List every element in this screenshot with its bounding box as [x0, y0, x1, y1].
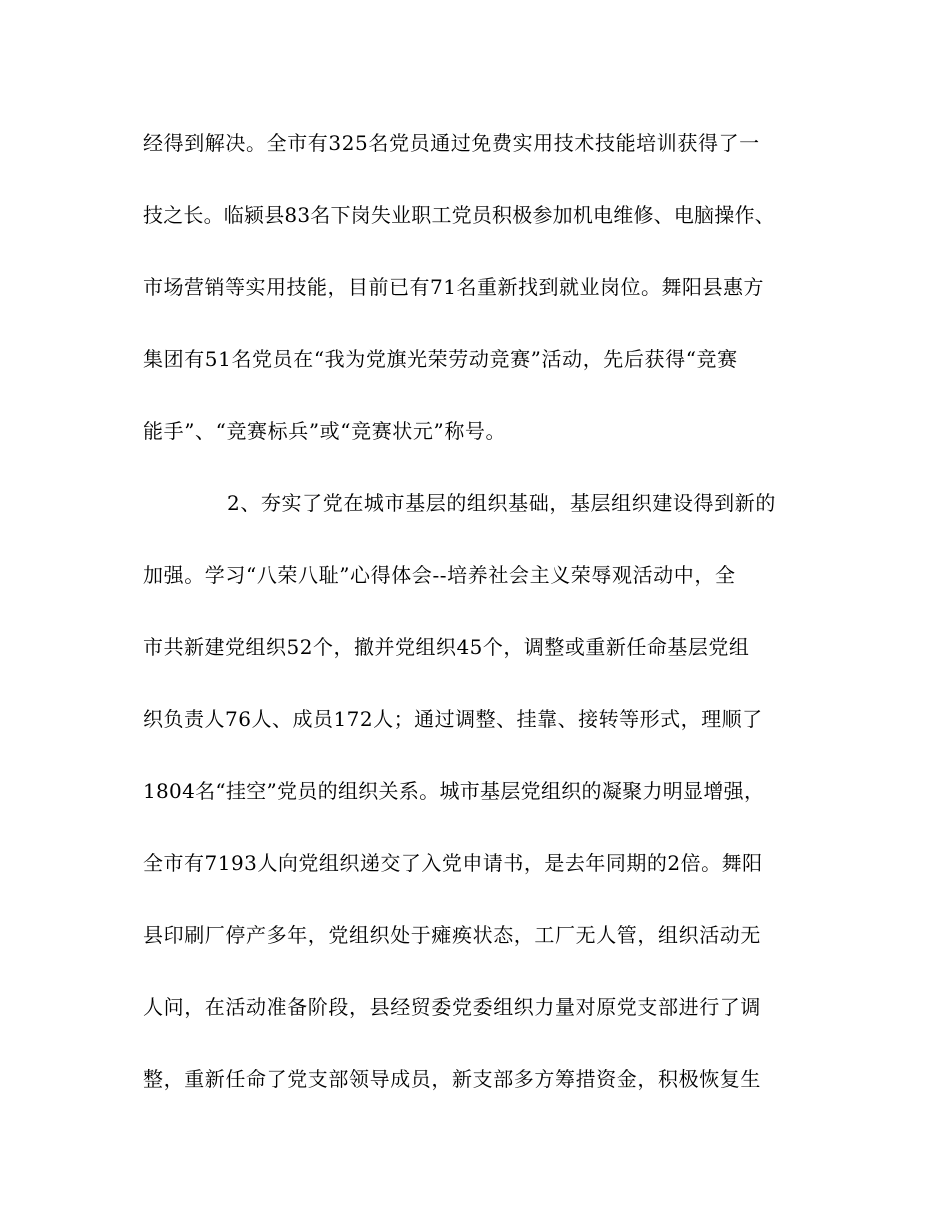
text-line-9: 织负责人76人、成员172人；通过调整、挂靠、接转等形式，理顺了: [143, 707, 763, 731]
text-line-10: 1804名“挂空”党员的组织关系。城市基层党组织的凝聚力明显增强，: [143, 779, 765, 803]
text-line-12: 县印刷厂停产多年，党组织处于瘫痪状态，工厂无人管，组织活动无: [143, 923, 761, 947]
text-line-14: 整，重新任命了党支部领导成员，新支部多方筹措资金，积极恢复生: [143, 1067, 761, 1091]
text-line-8: 市共新建党组织52个，撤并党组织45个，调整或重新任命基层党组: [143, 635, 750, 659]
text-line-11: 全市有7193人向党组织递交了入党申请书，是去年同期的2倍。舞阳: [143, 851, 763, 875]
text-line-4: 集团有51名党员在“我为党旗光荣劳动竞赛”活动，先后获得“竞赛: [143, 347, 738, 371]
text-line-5: 能手”、“竞赛标兵”或“竞赛状元”称号。: [143, 419, 507, 443]
text-line-13: 人问，在活动准备阶段，县经贸委党委组织力量对原党支部进行了调: [143, 995, 761, 1019]
text-line-3: 市场营销等实用技能，目前已有71名重新找到就业岗位。舞阳县惠方: [143, 275, 764, 299]
text-line-2: 技之长。临颍县83名下岗失业职工党员积极参加机电维修、电脑操作、: [143, 203, 775, 227]
paragraph-2-first-line: 2、夯实了党在城市基层的组织基础，基层组织建设得到新的: [227, 491, 776, 515]
text-line-7: 加强。学习“八荣八耻”心得体会--培养社会主义荣辱观活动中，全: [143, 563, 736, 587]
text-line-1: 经得到解决。全市有325名党员通过免费实用技术技能培训获得了一: [143, 131, 760, 155]
